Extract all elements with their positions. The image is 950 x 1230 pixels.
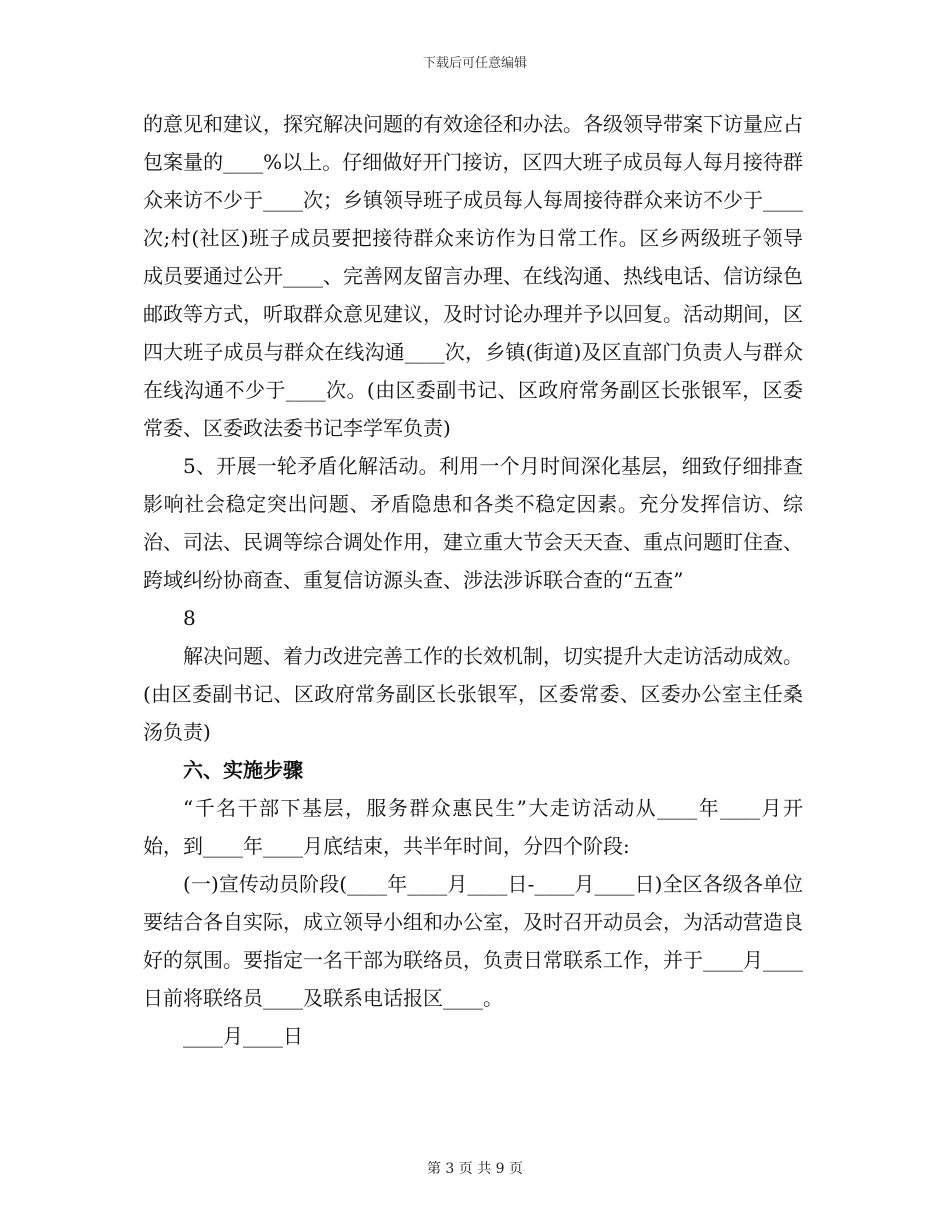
paragraph-date-blank: ____月____日 [183,1024,303,1048]
paragraph-conflict-resolution: 5、开展一轮矛盾化解活动。利用一个月时间深化基层，细致仔细排查影响社会稳定突出问题、矛盾隐患和各类不稳定因素。充分发挥信访、综治、司法、民调等综合调处作用，建立重大节会天天查、重点问题盯住查、跨域纠纷协商查、重复信访源头查、涉法涉诉联合查的“五查” [143,454,803,592]
page-header: 下载后可任意编辑 [422,56,527,71]
section-heading-steps: 六、实施步骤 [183,758,303,782]
document-body [143,105,803,1055]
page-footer: 第 3 页 共 9 页 [426,1161,524,1177]
paragraph-stage-one: (一)宣传动员阶段(____年____月____日-____月____日)全区各级各单位要结合各自实际，成立领导小组和办公室，及时召开动员会，为活动营造良好的氛围。要指定一名干部为联络员，负责日常联系工作，并于____月____日前将联络员____及联系电话报区____。 [143,872,803,1010]
paragraph-number: 8 [183,606,196,630]
paragraph-mechanism: 解决问题、着力改进完善工作的长效机制，切实提升大走访活动成效。(由区委副书记、区政府常务副区长张银军，区委常委、区委办公室主任桑汤负责) [143,644,803,744]
paragraph-opinions: 的意见和建议，探究解决问题的有效途径和办法。各级领导带案下访量应占包案量的____%以上。仔细做好开门接访，区四大班子成员每人每月接待群众来访不少于____次；乡镇领导班子成员每人每周接待群众来访不少于____次;村(社区)班子成员要把接待群众来访作为日常工作。区乡两级班子领导成员要通过公开____、完善网友留言办理、在线沟通、热线电话、信访绿色邮政等方式，听取群众意见建议，及时讨论办理并予以回复。活动期间，区四大班子成员与群众在线沟通____次，乡镇(街道)及区直部门负责人与群众在线沟通不少于____次。(由区委副书记、区政府常务副区长张银军，区委常委、区委政法委书记李学军负责) [143,112,803,440]
paragraph-timeline: “千名干部下基层，服务群众惠民生”大走访活动从____年____月开始，到____年____月底结束，共半年时间，分四个阶段: [143,796,803,858]
